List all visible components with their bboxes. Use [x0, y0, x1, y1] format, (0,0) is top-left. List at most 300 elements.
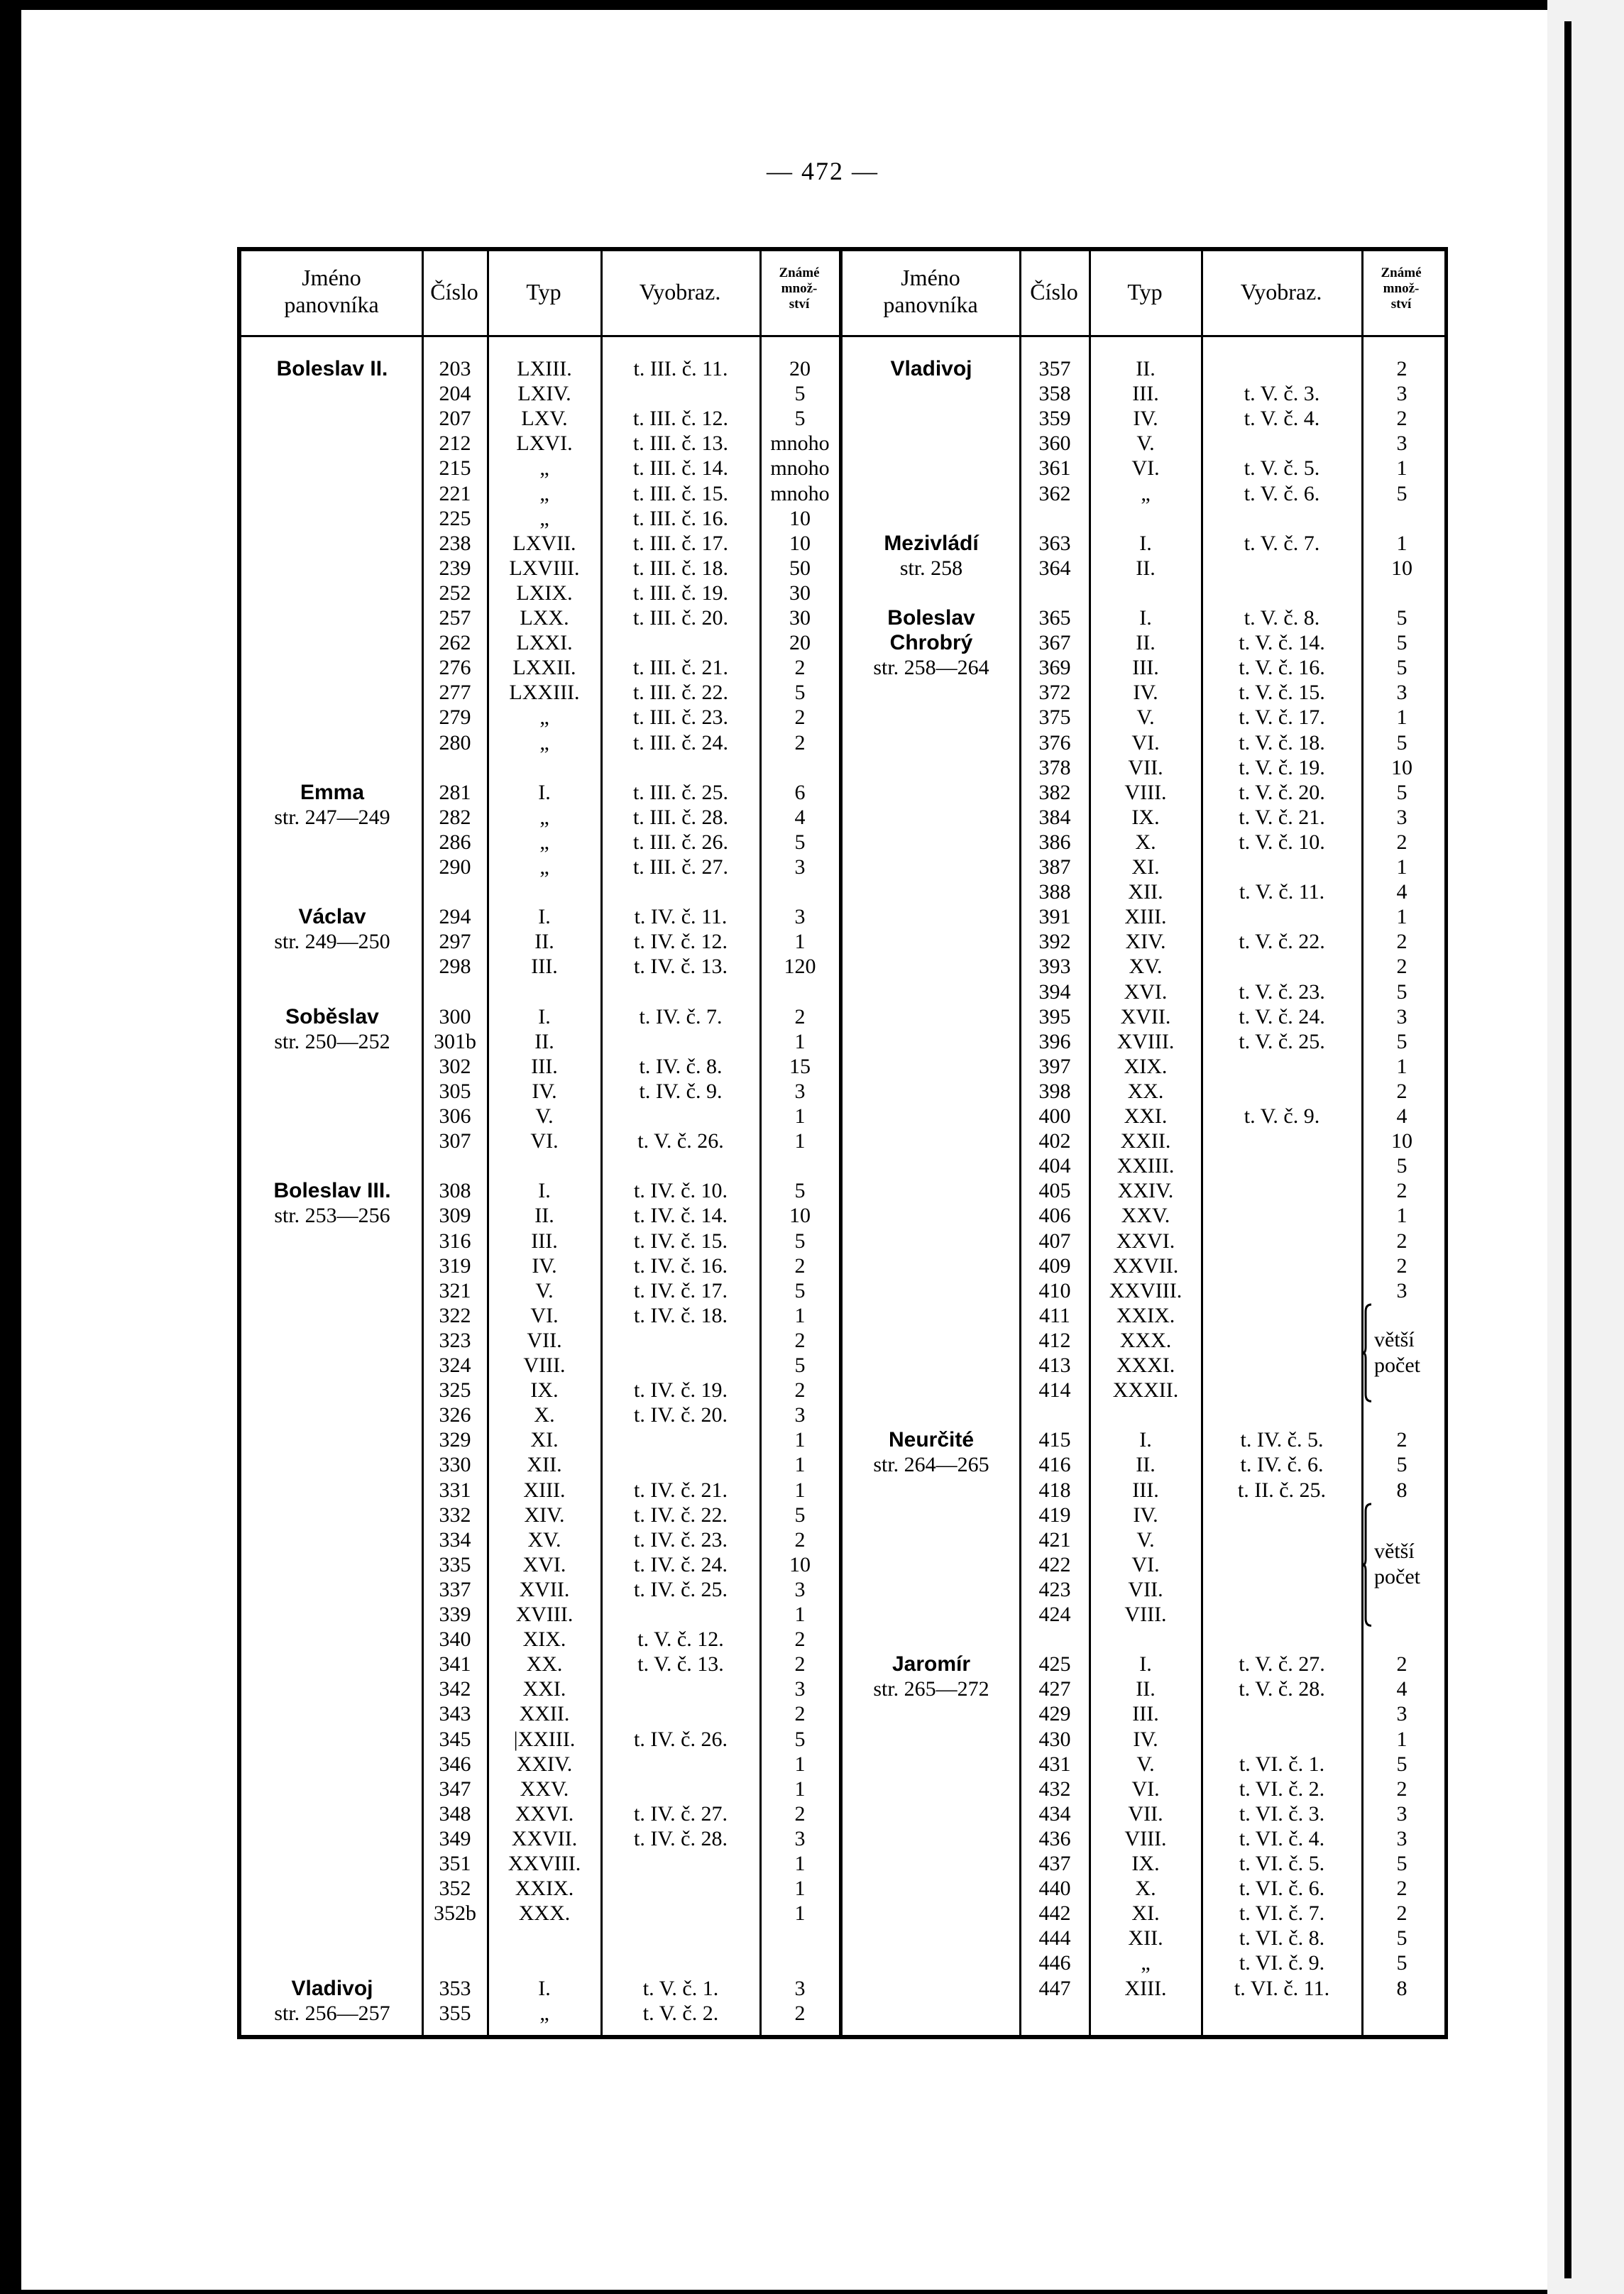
cell-zname: 2	[794, 706, 806, 730]
cell-cislo: 349	[439, 1826, 471, 1850]
cell-cislo: 442	[1038, 1901, 1071, 1926]
cell-typ: V.	[1136, 706, 1155, 730]
cell-zname: 10	[1391, 1129, 1412, 1153]
cell-cislo: 423	[1038, 1577, 1071, 1601]
cell-typ: XXX.	[1119, 1328, 1172, 1352]
cell-zname: 1	[1396, 1204, 1408, 1228]
cell-zname: 5	[1396, 1852, 1408, 1875]
cell-zname: 1	[794, 1104, 806, 1128]
cell-vyobraz: t. IV. č. 7.	[639, 1004, 723, 1028]
cell-cislo: 402	[1038, 1129, 1071, 1153]
cell-typ: XII.	[1128, 880, 1163, 904]
adjacent-page-edge	[1547, 0, 1624, 2294]
cell-cislo: 309	[439, 1204, 471, 1228]
cell-typ: LXXIII.	[509, 681, 580, 705]
cell-vyobraz: t. III. č. 24.	[632, 730, 729, 754]
cell-cislo: 348	[439, 1801, 471, 1826]
cell-cislo: 391	[1038, 905, 1071, 929]
cell-typ: IV.	[1133, 1503, 1158, 1527]
cell-cislo: 326	[439, 1403, 471, 1427]
cell-vyobraz: t. IV. č. 22.	[634, 1503, 728, 1527]
table-row	[241, 1153, 1441, 1178]
cell-zname: 2	[1396, 407, 1408, 431]
table-row	[241, 979, 1441, 1004]
table-row	[241, 780, 1441, 805]
cell-vyobraz: t. IV. č. 25.	[634, 1577, 728, 1601]
cell-vyobraz: t. IV. č. 11.	[634, 905, 728, 929]
ruler-name: Soběslav	[285, 1004, 379, 1028]
cell-cislo: 276	[439, 656, 471, 680]
cell-cislo: 330	[439, 1453, 471, 1477]
cell-vyobraz: t. III. č. 27.	[632, 855, 729, 879]
cell-zname: 1	[1396, 706, 1408, 730]
cell-typ: XVII.	[519, 1577, 570, 1601]
cell-cislo: 362	[1038, 481, 1071, 505]
brace-note: počet	[1374, 1565, 1420, 1589]
cell-typ: „	[539, 456, 549, 481]
cell-cislo: 363	[1038, 531, 1071, 555]
cell-zname: 3	[1396, 1801, 1408, 1826]
cell-typ: XVIII.	[515, 1603, 574, 1626]
cell-typ: XIV.	[1125, 930, 1166, 954]
cell-zname: 1	[794, 1603, 806, 1626]
cell-vyobraz: t. IV. č. 12.	[634, 930, 728, 954]
cell-typ: XVI.	[522, 1552, 566, 1576]
cell-cislo: 406	[1038, 1204, 1071, 1228]
ruler-name: str. 256—257	[274, 2001, 390, 2025]
cell-cislo: 329	[439, 1428, 471, 1452]
header-zname-line2: množ-	[781, 281, 818, 296]
cell-zname: 2	[794, 730, 806, 754]
cell-zname: 3	[794, 855, 806, 879]
cell-vyobraz: t. V. č. 20.	[1239, 780, 1325, 804]
cell-typ: XXII.	[1120, 1129, 1171, 1153]
ruler-name: str. 265—272	[873, 1677, 989, 1701]
table-row	[241, 531, 1441, 556]
cell-cislo: 412	[1038, 1328, 1071, 1352]
cell-cislo: 430	[1038, 1727, 1071, 1751]
table-row	[241, 1652, 1441, 1676]
cell-typ: X.	[1135, 830, 1156, 854]
brace-note: větší	[1374, 1540, 1415, 1564]
cell-typ: VIII.	[1124, 780, 1167, 804]
cell-cislo: 358	[1038, 382, 1071, 406]
cell-cislo: 290	[439, 855, 471, 879]
table-row	[241, 1328, 1441, 1353]
table-row	[241, 805, 1441, 830]
cell-cislo: 322	[439, 1303, 471, 1327]
cell-typ: „	[539, 2001, 549, 2025]
cell-zname: 1	[1396, 855, 1408, 879]
cell-zname: 10	[789, 1204, 811, 1228]
table-row	[241, 705, 1441, 730]
cell-cislo: 334	[439, 1527, 471, 1552]
cell-zname: 5	[1396, 1453, 1408, 1477]
cell-typ: LXIII.	[517, 357, 572, 380]
cell-vyobraz: t. IV. č. 10.	[634, 1179, 728, 1203]
header-zname-right	[1361, 265, 1441, 312]
cell-zname: 1	[794, 1428, 806, 1452]
cell-zname: mnoho	[770, 481, 830, 505]
cell-typ: VII.	[1128, 1801, 1163, 1826]
cell-zname: 3	[1396, 805, 1408, 829]
cell-zname: 5	[1396, 780, 1408, 804]
cell-zname: 2	[794, 1527, 806, 1552]
header-zname-right-line1: Známé	[1381, 265, 1422, 280]
cell-zname: 5	[794, 407, 806, 431]
cell-typ: „	[1141, 1951, 1151, 1975]
cell-cislo: 413	[1038, 1354, 1071, 1377]
table-row	[241, 1752, 1441, 1777]
cell-cislo: 386	[1038, 830, 1071, 854]
cell-cislo: 204	[439, 382, 471, 406]
cell-vyobraz: t. IV. č. 18.	[634, 1303, 728, 1327]
cell-cislo: 393	[1038, 955, 1071, 979]
cell-zname: 5	[794, 830, 806, 854]
cell-typ: X.	[1135, 1877, 1156, 1901]
cell-vyobraz: t. V. č. 8.	[1244, 606, 1320, 630]
cell-cislo: 343	[439, 1702, 471, 1726]
ruler-name: Emma	[300, 780, 365, 804]
cell-cislo: 277	[439, 681, 471, 705]
cell-cislo: 280	[439, 730, 471, 754]
cell-zname: 5	[1396, 631, 1408, 655]
cell-cislo: 301b	[434, 1029, 476, 1053]
cell-vyobraz: t. IV. č. 17.	[634, 1278, 728, 1302]
cell-typ: I.	[1139, 531, 1152, 555]
cell-zname: 3	[1396, 1278, 1408, 1302]
table-row	[241, 1079, 1441, 1104]
cell-vyobraz: t. IV. č. 15.	[634, 1229, 728, 1253]
table-row	[241, 481, 1441, 506]
ruler-name: str. 247—249	[274, 805, 390, 829]
cell-vyobraz: t. IV. č. 23.	[634, 1527, 728, 1552]
cell-vyobraz: t. V. č. 10.	[1239, 830, 1325, 854]
cell-zname: 2	[794, 1253, 806, 1278]
cell-typ: XXIV.	[1117, 1179, 1174, 1203]
table-row	[241, 1503, 1441, 1527]
cell-zname: 1	[1396, 1727, 1408, 1751]
cell-vyobraz: t. V. č. 1.	[642, 1976, 719, 2000]
cell-vyobraz: t. IV. č. 24.	[634, 1552, 728, 1576]
cell-vyobraz: t. IV. č. 14.	[634, 1204, 728, 1228]
cell-cislo: 437	[1038, 1852, 1071, 1875]
cell-zname: 2	[794, 1702, 806, 1726]
cell-vyobraz: t. III. č. 12.	[632, 407, 729, 431]
cell-zname: 5	[794, 681, 806, 705]
cell-zname: 2	[1396, 830, 1408, 854]
cell-vyobraz: t. IV. č. 9.	[639, 1079, 723, 1103]
cell-typ: VIII.	[1124, 1603, 1167, 1626]
header-zname-line1: Známé	[779, 265, 820, 280]
cell-cislo: 427	[1038, 1677, 1071, 1701]
table-row	[241, 356, 1441, 381]
cell-cislo: 239	[439, 556, 471, 580]
cell-typ: II.	[1136, 1453, 1156, 1477]
table-row	[241, 1851, 1441, 1876]
cell-zname: 10	[1391, 556, 1412, 580]
cell-zname: 2	[1396, 1229, 1408, 1253]
cell-zname: mnoho	[770, 432, 830, 456]
cell-vyobraz: t. V. č. 14.	[1239, 631, 1325, 655]
cell-cislo: 369	[1038, 656, 1071, 680]
table-row	[241, 1478, 1441, 1503]
table-row	[241, 1801, 1441, 1826]
cell-typ: XVIII.	[1116, 1029, 1175, 1053]
cell-zname: 3	[1396, 382, 1408, 406]
cell-vyobraz: t. IV. č. 26.	[634, 1727, 728, 1751]
cell-cislo: 307	[439, 1129, 471, 1153]
cell-zname: 5	[1396, 979, 1408, 1004]
cell-zname: 2	[794, 1628, 806, 1652]
cell-cislo: 308	[439, 1179, 471, 1203]
cell-cislo: 298	[439, 955, 471, 979]
cell-vyobraz: t. V. č. 11.	[1239, 880, 1325, 904]
cell-cislo: 351	[439, 1852, 471, 1875]
cell-cislo: 388	[1038, 880, 1071, 904]
ruler-name: str. 264—265	[873, 1453, 989, 1477]
cell-cislo: 341	[439, 1652, 471, 1676]
cell-typ: III.	[531, 1229, 558, 1253]
cell-zname: 1	[794, 1877, 806, 1901]
cell-typ: „	[539, 730, 549, 754]
ruler-name: Václav	[298, 905, 366, 929]
cell-typ: „	[539, 855, 549, 879]
cell-zname: 1	[1396, 1054, 1408, 1078]
cell-vyobraz: t. V. č. 7.	[1244, 531, 1320, 555]
cell-typ: V.	[1136, 432, 1155, 456]
cell-vyobraz: t. IV. č. 27.	[634, 1801, 728, 1826]
table-row	[241, 2001, 1441, 2026]
cell-zname: 5	[794, 1727, 806, 1751]
brace-note: větší	[1374, 1327, 1415, 1351]
cell-cislo: 321	[439, 1278, 471, 1302]
table-row	[241, 1577, 1441, 1602]
cell-typ: „	[539, 706, 549, 730]
cell-cislo: 297	[439, 930, 471, 954]
cell-typ: VII.	[1128, 755, 1163, 779]
cell-cislo: 419	[1038, 1503, 1071, 1527]
brace-icon	[1363, 1503, 1374, 1627]
cell-cislo: 302	[439, 1054, 471, 1078]
cell-zname: 5	[794, 1179, 806, 1203]
table-row	[241, 904, 1441, 929]
cell-cislo: 378	[1038, 755, 1071, 779]
cell-zname: 2	[1396, 1079, 1408, 1103]
cell-vyobraz: t. III. č. 16.	[632, 506, 729, 530]
cell-typ: IV.	[1133, 681, 1158, 705]
table-row	[241, 655, 1441, 680]
cell-cislo: 395	[1038, 1004, 1071, 1028]
table-row	[241, 1178, 1441, 1203]
cell-vyobraz: t. III. č. 25.	[632, 780, 729, 804]
cell-cislo: 319	[439, 1253, 471, 1278]
cell-vyobraz: t. V. č. 17.	[1239, 706, 1325, 730]
cell-cislo: 407	[1038, 1229, 1071, 1253]
cell-typ: XII.	[1128, 1926, 1163, 1950]
table-row	[241, 605, 1441, 630]
cell-cislo: 372	[1038, 681, 1071, 705]
table-row	[241, 1229, 1441, 1253]
table-row	[241, 1203, 1441, 1228]
cell-zname: 2	[794, 1652, 806, 1676]
cell-vyobraz: t. V. č. 25.	[1239, 1029, 1325, 1053]
table-row	[241, 1378, 1441, 1403]
cell-cislo: 345	[439, 1727, 471, 1751]
cell-zname: 10	[1391, 755, 1412, 779]
cell-vyobraz: t. III. č. 26.	[632, 830, 729, 854]
cell-cislo: 279	[439, 706, 471, 730]
cell-zname: 5	[1396, 1926, 1408, 1950]
cell-zname: 3	[1396, 681, 1408, 705]
cell-typ: XXI.	[522, 1677, 566, 1701]
cell-zname: 5	[1396, 1752, 1408, 1776]
cell-vyobraz: t. V. č. 21.	[1239, 805, 1325, 829]
cell-zname: 1	[1396, 531, 1408, 555]
cell-zname: 15	[789, 1054, 811, 1078]
cell-cislo: 225	[439, 506, 471, 530]
table-row	[241, 680, 1441, 705]
cell-typ: „	[539, 506, 549, 530]
cell-typ: VI.	[530, 1303, 559, 1327]
cell-vyobraz: t. III. č. 28.	[632, 805, 729, 829]
table-row	[241, 1104, 1441, 1129]
cell-zname: 2	[1396, 1652, 1408, 1676]
table-row	[241, 954, 1441, 979]
cell-cislo: 364	[1038, 556, 1071, 580]
cell-zname: 30	[789, 581, 811, 605]
cell-typ: I.	[1139, 1652, 1152, 1676]
cell-cislo: 357	[1038, 357, 1071, 380]
ruler-name: str. 258	[899, 556, 963, 580]
cell-typ: XX.	[526, 1652, 563, 1676]
cell-zname: 1	[1396, 456, 1408, 481]
cell-zname: 20	[789, 631, 811, 655]
cell-vyobraz: t. VI. č. 4.	[1239, 1826, 1325, 1850]
cell-vyobraz: t. IV. č. 5.	[1240, 1428, 1324, 1452]
cell-vyobraz: t. IV. č. 28.	[634, 1826, 728, 1850]
cell-typ: III.	[1132, 656, 1159, 680]
cell-cislo: 342	[439, 1677, 471, 1701]
cell-vyobraz: t. VI. č. 8.	[1239, 1926, 1325, 1950]
table-row	[241, 1278, 1441, 1303]
table-row	[241, 1901, 1441, 1926]
cell-zname: 8	[1396, 1976, 1408, 2000]
cell-typ: V.	[535, 1278, 554, 1302]
cell-vyobraz: t. V. č. 16.	[1239, 656, 1325, 680]
cell-cislo: 387	[1038, 855, 1071, 879]
cell-cislo: 215	[439, 456, 471, 481]
cell-typ: III.	[531, 1054, 558, 1078]
page-number: — 472 —	[767, 157, 879, 185]
cell-zname: 3	[1396, 1004, 1408, 1028]
cell-typ: I.	[1139, 606, 1152, 630]
cell-zname: 5	[1396, 481, 1408, 505]
ruler-name: Chrobrý	[889, 631, 973, 655]
cell-vyobraz: t. IV. č. 19.	[634, 1378, 728, 1403]
cell-zname: 3	[794, 1577, 806, 1601]
cell-zname: 2	[1396, 955, 1408, 979]
table-row	[241, 1926, 1441, 1950]
cell-cislo: 262	[439, 631, 471, 655]
cell-typ: III.	[531, 955, 558, 979]
cell-cislo: 252	[439, 581, 471, 605]
cell-cislo: 432	[1038, 1777, 1071, 1801]
cell-zname: 3	[794, 1826, 806, 1850]
cell-vyobraz: t. VI. č. 1.	[1239, 1752, 1325, 1776]
cell-vyobraz: t. VI. č. 9.	[1239, 1951, 1325, 1975]
header-jmeno-right-line2: panovníka	[883, 292, 978, 317]
table-row	[241, 506, 1441, 531]
cell-zname: 5	[1396, 656, 1408, 680]
cell-typ: XXII.	[519, 1702, 570, 1726]
cell-cislo: 294	[439, 905, 471, 929]
cell-vyobraz: t. V. č. 12.	[637, 1628, 724, 1652]
cell-typ: XXVIII.	[1109, 1278, 1183, 1302]
cell-zname: 1	[794, 1478, 806, 1502]
cell-vyobraz: t. VI. č. 2.	[1239, 1777, 1325, 1801]
cell-typ: LXVIII.	[509, 556, 580, 580]
cell-cislo: 410	[1038, 1278, 1071, 1302]
header-jmeno-right	[842, 264, 1019, 318]
header-jmeno-right-line1: Jméno	[901, 265, 960, 290]
cell-typ: III.	[1132, 382, 1159, 406]
table-row	[241, 1701, 1441, 1726]
cell-zname: 5	[794, 1229, 806, 1253]
header-zname-right-line3: ství	[1390, 297, 1412, 312]
cell-vyobraz: t. V. č. 4.	[1244, 407, 1320, 431]
cell-cislo: 447	[1038, 1976, 1071, 2000]
cell-vyobraz: t. V. č. 23.	[1239, 979, 1325, 1004]
cell-cislo: 238	[439, 531, 471, 555]
cell-typ: I.	[538, 1179, 551, 1203]
cell-typ: XXVI.	[515, 1801, 574, 1826]
cell-vyobraz: t. III. č. 14.	[632, 456, 729, 481]
cell-zname: 2	[1396, 930, 1408, 954]
cell-typ: XXIX.	[1116, 1303, 1175, 1327]
cell-typ: XI.	[1131, 1901, 1160, 1926]
cell-typ: VI.	[1131, 730, 1160, 754]
ruler-name: Neurčité	[888, 1428, 975, 1452]
cell-typ: XXVII.	[1112, 1253, 1179, 1278]
cell-cislo: 382	[1038, 780, 1071, 804]
cell-cislo: 367	[1038, 631, 1071, 655]
cell-zname: 2	[1396, 357, 1408, 380]
cell-typ: IV.	[1133, 1727, 1158, 1751]
brace-note: počet	[1374, 1353, 1420, 1377]
cell-typ: XII.	[527, 1453, 562, 1477]
cell-zname: 10	[789, 531, 811, 555]
cell-typ: XXV.	[520, 1777, 569, 1801]
cell-typ: XXX.	[518, 1901, 571, 1926]
cell-zname: 1	[794, 930, 806, 954]
ruler-name: str. 253—256	[274, 1204, 390, 1228]
cell-typ: XXXII.	[1112, 1378, 1179, 1403]
table-row	[241, 1427, 1441, 1452]
cell-zname: 5	[1396, 1029, 1408, 1053]
cell-cislo: 384	[1038, 805, 1071, 829]
cell-typ: XX.	[1127, 1079, 1164, 1103]
cell-zname: 2	[794, 656, 806, 680]
cell-vyobraz: t. VI. č. 6.	[1239, 1877, 1325, 1901]
table-row	[241, 431, 1441, 456]
header-jmeno-line2: panovníka	[284, 292, 379, 317]
cell-typ: I.	[538, 1004, 551, 1028]
cell-cislo: 352	[439, 1877, 471, 1901]
cell-cislo: 421	[1038, 1527, 1071, 1552]
cell-cislo: 425	[1038, 1652, 1071, 1676]
cell-cislo: 281	[439, 780, 471, 804]
